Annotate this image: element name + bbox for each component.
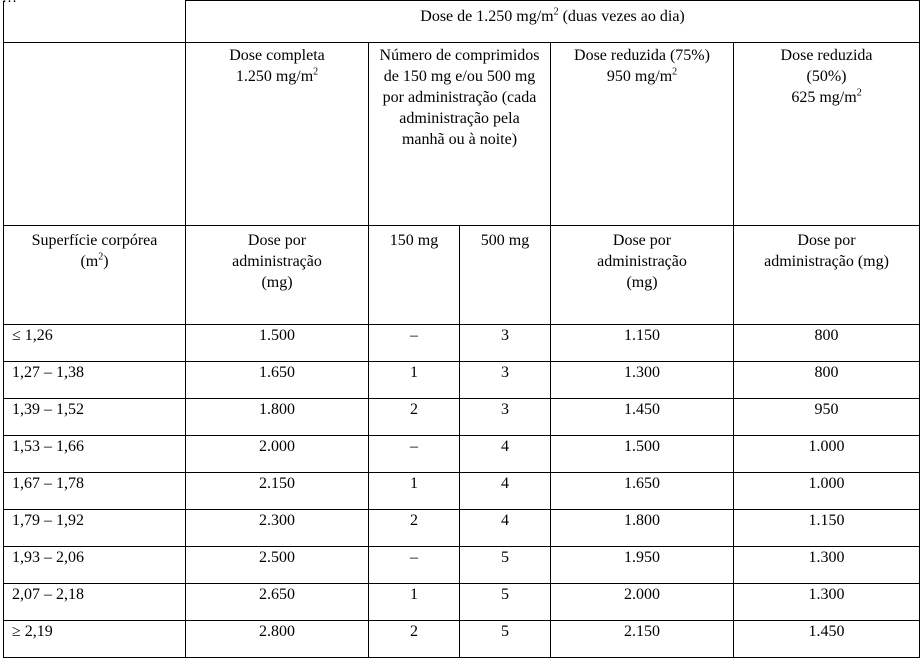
header-tablet-count: Número de comprimidos de 150 mg e/ou 500 mg por administração (cada administração pela manhã ou à noite) bbox=[369, 43, 551, 226]
cell-500mg-count: 4 bbox=[460, 473, 551, 510]
cell-full-dose: 1.650 bbox=[186, 362, 369, 399]
cell-150mg-count: – bbox=[369, 325, 460, 362]
cell-reduced-50: 950 bbox=[734, 399, 920, 436]
cell-reduced-75: 1.500 bbox=[551, 436, 734, 473]
table-row bbox=[4, 510, 920, 547]
header-reduced-75: Dose reduzida (75%) 950 $mg/m^2$ bbox=[551, 43, 734, 226]
cell-body-surface: 1,27 – 1,38 bbox=[4, 362, 186, 399]
cell-full-dose: 1.800 bbox=[186, 399, 369, 436]
table-row bbox=[4, 473, 920, 510]
cell-reduced-50: 1.150 bbox=[734, 510, 920, 547]
cell-150mg-count: 2 bbox=[369, 621, 460, 658]
cell-150mg-count: 2 bbox=[369, 510, 460, 547]
cell-500mg-count: 5 bbox=[460, 621, 551, 658]
cell-full-dose: 2.000 bbox=[186, 436, 369, 473]
table-row bbox=[4, 584, 920, 621]
cell-reduced-75: 1.150 bbox=[551, 325, 734, 362]
cell-reduced-75: 1.650 bbox=[551, 473, 734, 510]
cell-500mg-count: 3 bbox=[460, 325, 551, 362]
cell-body-surface: 1,53 – 1,66 bbox=[4, 436, 186, 473]
cell-reduced-75: 1.450 bbox=[551, 399, 734, 436]
header-reduced-50: Dose reduzida (50%) 625 $mg/m^2$ bbox=[734, 43, 920, 226]
cell-500mg-count: 3 bbox=[460, 362, 551, 399]
cell-full-dose: 2.150 bbox=[186, 473, 369, 510]
table-row bbox=[4, 399, 920, 436]
cell-full-dose: 2.300 bbox=[186, 510, 369, 547]
cell-body-surface: 1,93 – 2,06 bbox=[4, 547, 186, 584]
cell-full-dose: 2.500 bbox=[186, 547, 369, 584]
cell-150mg-count: 1 bbox=[369, 473, 460, 510]
header-body-surface: Superfície corpórea $(m^2)$ bbox=[4, 226, 186, 325]
header-150mg: 150 mg bbox=[369, 226, 460, 325]
cell-full-dose: 2.650 bbox=[186, 584, 369, 621]
cell-reduced-50: 1.000 bbox=[734, 473, 920, 510]
cell-body-surface: ≤ 1,26 bbox=[4, 325, 186, 362]
cell-reduced-50: 1.300 bbox=[734, 547, 920, 584]
header-row-top bbox=[4, 1, 920, 43]
header-dose-per-admin-full: Dose por administração (mg) bbox=[186, 226, 369, 325]
cell-500mg-count: 4 bbox=[460, 436, 551, 473]
cell-reduced-75: 2.000 bbox=[551, 584, 734, 621]
cell-150mg-count: 2 bbox=[369, 399, 460, 436]
header-empty-cell-2 bbox=[4, 43, 186, 226]
cell-reduced-50: 800 bbox=[734, 362, 920, 399]
header-row-columns bbox=[4, 43, 920, 226]
table-row bbox=[4, 362, 920, 399]
cell-reduced-50: 800 bbox=[734, 325, 920, 362]
cell-body-surface: 1,39 – 1,52 bbox=[4, 399, 186, 436]
cell-body-surface: ≥ 2,19 bbox=[4, 621, 186, 658]
table-row bbox=[4, 621, 920, 658]
cell-reduced-75: 1.950 bbox=[551, 547, 734, 584]
cell-500mg-count: 4 bbox=[460, 510, 551, 547]
header-dose-per-admin-75: Dose por administração (mg) bbox=[551, 226, 734, 325]
header-500mg: 500 mg bbox=[460, 226, 551, 325]
header-dose-title: Dose de 1.250 $mg/m^2$ (duas vezes ao dia) bbox=[186, 1, 920, 43]
cell-500mg-count: 5 bbox=[460, 547, 551, 584]
cell-reduced-50: 1.300 bbox=[734, 584, 920, 621]
table-row bbox=[4, 436, 920, 473]
table-row bbox=[4, 547, 920, 584]
cell-150mg-count: 1 bbox=[369, 584, 460, 621]
cell-500mg-count: 5 bbox=[460, 584, 551, 621]
header-empty-cell bbox=[4, 1, 186, 43]
header-full-dose: Dose completa 1.250 $mg/m^2$ bbox=[186, 43, 369, 226]
cell-full-dose: 1.500 bbox=[186, 325, 369, 362]
cell-body-surface: 1,79 – 1,92 bbox=[4, 510, 186, 547]
cell-reduced-75: 1.300 bbox=[551, 362, 734, 399]
cell-full-dose: 2.800 bbox=[186, 621, 369, 658]
cell-reduced-75: 1.800 bbox=[551, 510, 734, 547]
cell-reduced-50: 1.450 bbox=[734, 621, 920, 658]
cell-150mg-count: 1 bbox=[369, 362, 460, 399]
header-row-units bbox=[4, 226, 920, 325]
cell-reduced-50: 1.000 bbox=[734, 436, 920, 473]
cell-150mg-count: – bbox=[369, 547, 460, 584]
dose-table bbox=[3, 0, 920, 658]
header-dose-per-admin-50: Dose por administração (mg) bbox=[734, 226, 920, 325]
cell-reduced-75: 2.150 bbox=[551, 621, 734, 658]
cell-500mg-count: 3 bbox=[460, 399, 551, 436]
cell-body-surface: 1,67 – 1,78 bbox=[4, 473, 186, 510]
cell-150mg-count: – bbox=[369, 436, 460, 473]
cell-body-surface: 2,07 – 2,18 bbox=[4, 584, 186, 621]
table-row bbox=[4, 325, 920, 362]
